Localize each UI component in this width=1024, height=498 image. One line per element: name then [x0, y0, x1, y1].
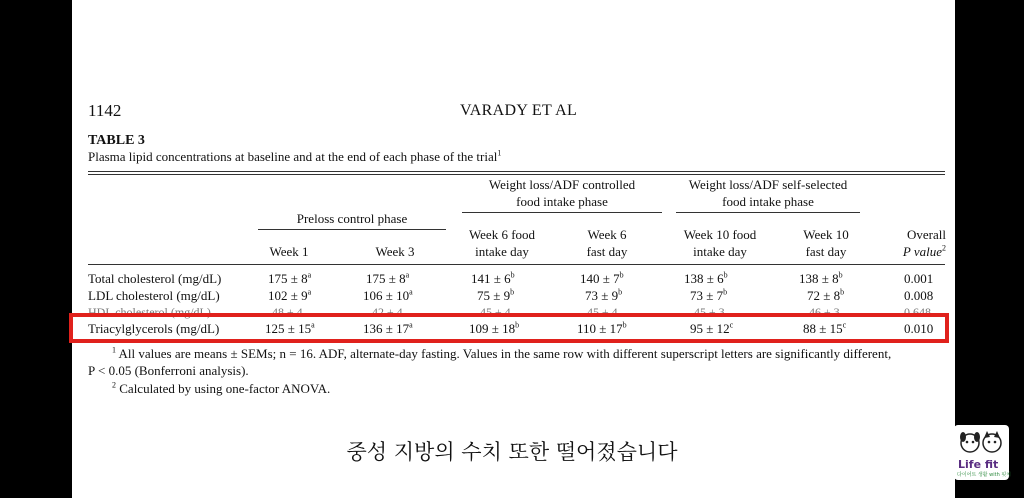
- cell: [477, 288, 514, 304]
- cell-value: 141 ± 6: [471, 271, 511, 286]
- col-w10food-1: Week 10 food: [683, 227, 757, 242]
- col-w10fast-1: Week 10: [803, 227, 849, 242]
- cell-sup: b: [840, 287, 845, 297]
- footnote-mark: 2: [112, 380, 116, 390]
- cell-value: 95 ± 12: [690, 321, 730, 336]
- video-subtitle: 중성 지방의 수치 또한 떨어졌습니다: [346, 440, 678, 464]
- cell-sup: a: [409, 287, 413, 297]
- cell-value: 109 ± 18: [469, 321, 516, 336]
- cell-value: 106 ± 10: [363, 288, 410, 303]
- cell-sup: b: [515, 320, 520, 330]
- cell-sup: c: [729, 320, 734, 330]
- p-value: 0.010: [904, 321, 934, 336]
- cell-sup: b: [619, 270, 624, 280]
- cell-value: 73 ± 9: [585, 288, 619, 303]
- cell: [363, 288, 413, 304]
- group-adf-self-1: Weight loss/ADF self-selected: [688, 177, 848, 192]
- channel-logo: [954, 425, 1012, 480]
- group-preloss: Preloss control phase: [296, 211, 408, 226]
- table-label: TABLE 3: [88, 133, 145, 148]
- caption-sup: 1: [497, 148, 502, 158]
- cell-value: 110 ± 17: [577, 321, 623, 336]
- col-overall-2: [872, 243, 946, 260]
- cell-sup: b: [622, 320, 627, 330]
- col-w10fast-2: fast day: [805, 244, 847, 259]
- cell-sup: a: [409, 320, 413, 330]
- cell: [585, 288, 622, 304]
- cell-sup: a: [307, 270, 312, 280]
- p-italic: P value: [902, 244, 942, 259]
- cell: 45 ± 4: [587, 305, 618, 319]
- cell-sup: b: [510, 270, 515, 280]
- cell: [268, 271, 311, 287]
- cell: 46 ± 3: [809, 305, 840, 319]
- cell-value: 175 ± 8: [366, 271, 406, 286]
- cell-value: 75 ± 9: [477, 288, 511, 303]
- caption-text: Plasma lipid concentrations at baseline and at the end of each phase of the trial: [88, 149, 498, 164]
- cell: 45 ± 4: [480, 305, 511, 319]
- col-w6fast-1: Week 6: [587, 227, 627, 242]
- p-value: 0.001: [904, 271, 934, 286]
- col-w6fast-2: fast day: [586, 244, 628, 259]
- cell: [366, 271, 409, 287]
- row-label-tag: Triacylglycerols (mg/dL): [88, 321, 220, 336]
- cell: 48 ± 4: [272, 305, 303, 319]
- col-w10food-2: intake day: [693, 244, 747, 259]
- cell: 42 ± 4: [372, 305, 403, 319]
- header-rule: [88, 264, 945, 265]
- cell: 45 ± 3: [694, 305, 725, 319]
- cell-value: 140 ± 7: [580, 271, 620, 286]
- document-page: [72, 0, 955, 498]
- group-rule-self: [676, 212, 860, 213]
- footnote-text: Calculated by using one-factor ANOVA.: [119, 381, 331, 396]
- cell: [690, 288, 727, 304]
- cell: [471, 271, 515, 287]
- cell: [268, 288, 311, 304]
- logo-subtext: 다이어트 생활 with 핏치: [957, 472, 1012, 478]
- cell-value: 88 ± 15: [803, 321, 843, 336]
- cell-value: 175 ± 8: [268, 271, 308, 286]
- cell: [807, 288, 844, 304]
- row-label-ldl: LDL cholesterol (mg/dL): [88, 288, 220, 303]
- cell-value: 73 ± 7: [690, 288, 724, 303]
- cell-sup: b: [723, 270, 728, 280]
- footnote-text: All values are means ± SEMs; n = 16. ADF, alternate-day fasting. Values in the same row with different superscript letters are significantly different,: [118, 346, 892, 361]
- p-value: 0.008: [904, 288, 934, 303]
- group-rule-controlled: [462, 212, 662, 213]
- cell-sup: a: [311, 320, 315, 330]
- row-label-hdl: HDL cholesterol (mg/dL): [88, 305, 211, 319]
- cell-sup: b: [723, 287, 728, 297]
- footnote-mark: 1: [112, 345, 116, 355]
- footnote-1: [112, 346, 891, 362]
- group-adf-controlled-1: Weight loss/ADF controlled: [488, 177, 636, 192]
- cell-sup: a: [307, 287, 312, 297]
- cell-value: 125 ± 15: [265, 321, 312, 336]
- logo-text: Life fit: [958, 458, 999, 471]
- col-overall-1: Overall: [907, 227, 946, 242]
- cell-value: 102 ± 9: [268, 288, 308, 303]
- cell-sup: a: [405, 270, 410, 280]
- top-rule: [88, 171, 945, 172]
- overall-sup: 2: [942, 243, 946, 253]
- cell-value: 138 ± 6: [684, 271, 724, 286]
- col-week3: Week 3: [375, 244, 415, 259]
- cell-value: 138 ± 8: [799, 271, 839, 286]
- footnote-2: [112, 381, 330, 397]
- group-rule-preloss: [258, 229, 446, 230]
- cell: [799, 271, 843, 287]
- col-week1: Week 1: [269, 244, 309, 259]
- running-head: VARADY ET AL: [460, 102, 578, 119]
- group-adf-controlled-2: food intake phase: [516, 194, 608, 209]
- cell: [684, 271, 728, 287]
- dog-icon: [954, 425, 1009, 459]
- cell-sup: b: [838, 270, 843, 280]
- page-number: 1142: [88, 101, 122, 120]
- cell: [580, 271, 624, 287]
- cell-value: 72 ± 8: [807, 288, 841, 303]
- footnote-1-cont: P < 0.05 (Bonferroni analysis).: [88, 363, 249, 378]
- cell-value: 136 ± 17: [363, 321, 410, 336]
- highlight-box: [69, 313, 949, 343]
- col-w6food-2: intake day: [475, 244, 529, 259]
- cell-sup: b: [618, 287, 623, 297]
- table-caption: [88, 149, 501, 165]
- cell-sup: c: [842, 320, 847, 330]
- top-rule-2: [88, 174, 945, 175]
- p-value: 0.648: [904, 305, 931, 319]
- row-label-total: Total cholesterol (mg/dL): [88, 271, 222, 286]
- cell-sup: b: [510, 287, 515, 297]
- col-w6food-1: Week 6 food: [468, 227, 536, 242]
- group-adf-self-2: food intake phase: [722, 194, 814, 209]
